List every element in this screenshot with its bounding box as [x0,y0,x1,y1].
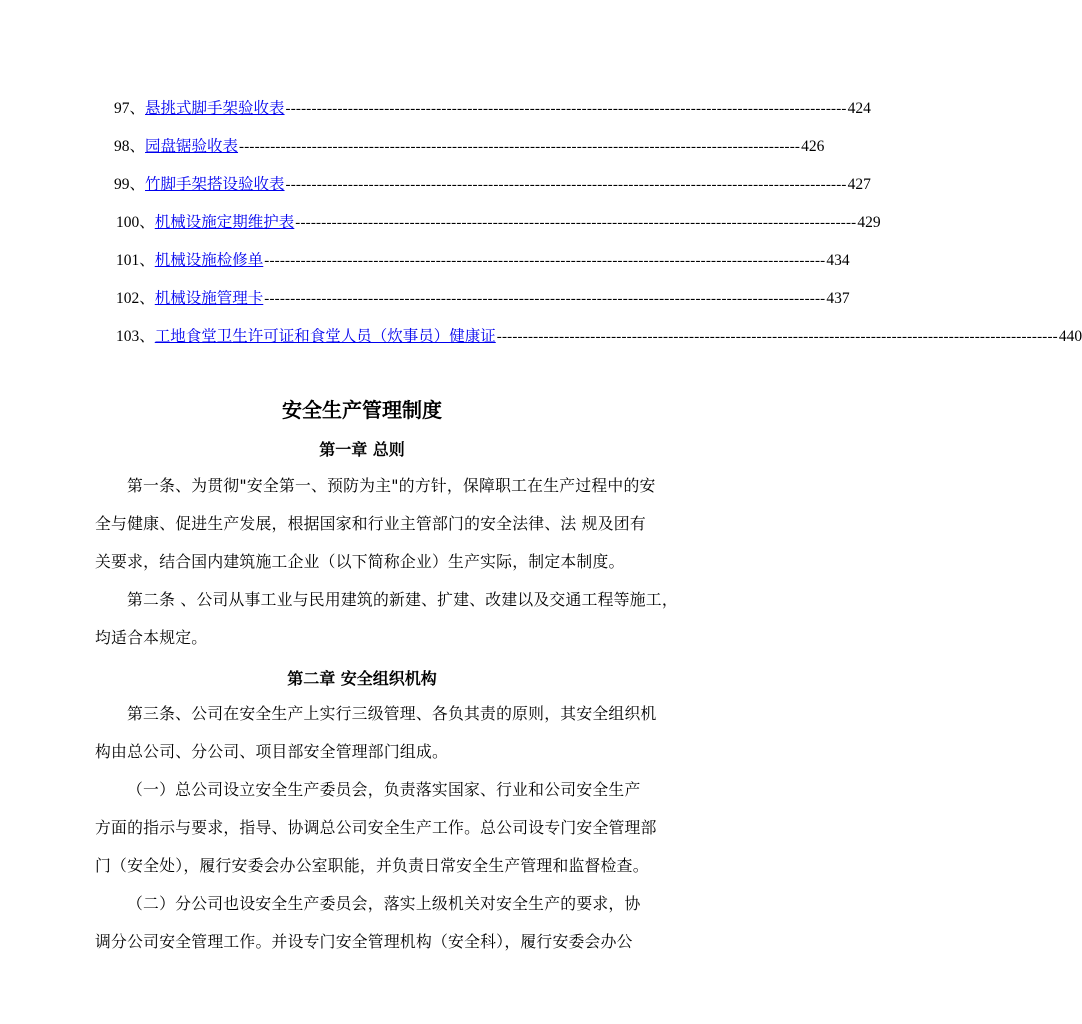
toc-entry[interactable] [116,324,1082,346]
toc-number: 102、 [116,290,155,307]
article-1 [95,467,695,581]
toc-number: 103、 [116,328,155,345]
toc-number: 97、 [114,100,146,117]
paragraph-line: 调分公司安全管理工作。并设专门安全管理机构（安全科），履行安委会办公 [95,932,633,951]
toc-link[interactable]: 竹脚手架搭设验收表 [145,175,285,193]
toc-entry[interactable] [114,134,825,156]
toc-entry[interactable] [116,286,850,308]
item-2 [95,885,695,961]
toc-link[interactable]: 机械设施管理卡 [154,289,264,307]
paragraph-line: 关要求，结合国内建筑施工企业（以下简称企业）生产实际，制定本制度。 [95,552,625,571]
toc-link[interactable]: 机械设施定期维护表 [154,213,295,231]
toc-link[interactable]: 机械设施检修单 [154,251,264,269]
paragraph-line: 第二条 、公司从事工业与民用建筑的新建、扩建、改建以及交通工程等施工， [127,590,678,609]
toc-page-number: 440 [1058,328,1082,345]
toc-page-number: 434 [826,252,850,269]
paragraph-line: 第一条、为贯彻"安全第一、预防为主"的方针，保障职工在生产过程中的安 [127,476,656,495]
paragraph-line: （二）分公司也设安全生产委员会，落实上级机关对安全生产的要求，协 [127,894,641,913]
paragraph-line: 全与健康、促进生产发展，根据国家和行业主管部门的安全法律、法 规及团有 [95,514,646,533]
toc-page-number: 426 [801,138,825,155]
chapter-heading: 第二章 安全组织机构 [287,669,437,688]
toc-page-number: 437 [826,290,850,307]
item-1 [95,771,695,885]
paragraph-line: 均适合本规定。 [95,628,208,647]
toc-number: 98、 [114,138,146,155]
toc-number: 101、 [116,252,155,269]
toc-leader: ------------------------------------------------------------------------------------------------------------ [496,329,1058,345]
toc-page-number: 424 [847,100,871,117]
chapter-heading: 第一章 总则 [319,440,405,459]
toc-entry[interactable] [116,248,850,270]
document-title: 安全生产管理制度 [282,398,442,422]
toc-entry[interactable] [114,96,871,118]
toc-leader: ------------------------------------------------------------------------------------------------------------ [239,139,801,155]
toc-leader: ------------------------------------------------------------------------------------------------------------ [264,253,826,269]
toc-leader: ------------------------------------------------------------------------------------------------------------ [285,101,847,117]
paragraph-line: 第三条、公司在安全生产上实行三级管理、各负其责的原则，其安全组织机 [127,704,657,723]
paragraph-line: 门（安全处），履行安委会办公室职能，并负责日常安全生产管理和监督检查。 [95,856,649,875]
toc-leader: ------------------------------------------------------------------------------------------------------------ [264,291,826,307]
article-2 [95,581,695,657]
toc-link[interactable]: 悬挑式脚手架验收表 [145,99,285,117]
toc-page-number: 427 [847,176,871,193]
toc-leader: ------------------------------------------------------------------------------------------------------------ [285,177,847,193]
article-3 [95,695,695,771]
paragraph-line: （一）总公司设立安全生产委员会，负责落实国家、行业和公司安全生产 [127,780,641,799]
toc-entry[interactable] [114,172,871,194]
toc-page-number: 429 [857,214,881,231]
toc-link[interactable]: 园盘锯验收表 [145,137,239,155]
toc-number: 99、 [114,176,146,193]
toc-number: 100、 [116,214,155,231]
toc-link[interactable]: 工地食堂卫生许可证和食堂人员（炊事员）健康证 [154,327,496,345]
paragraph-line: 构由总公司、分公司、项目部安全管理部门组成。 [95,742,449,761]
paragraph-line: 方面的指示与要求，指导、协调总公司安全生产工作。总公司设专门安全管理部 [95,818,657,837]
toc-entry[interactable] [116,210,881,232]
toc-leader: ------------------------------------------------------------------------------------------------------------ [295,215,857,231]
